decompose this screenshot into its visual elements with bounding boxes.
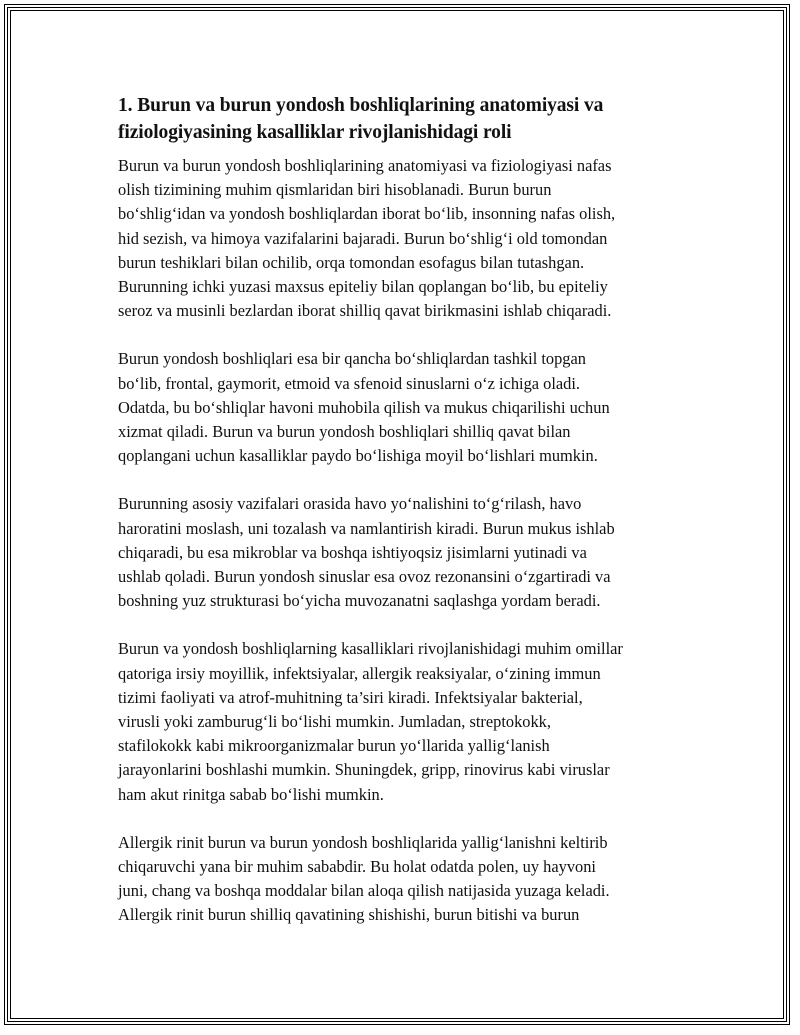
paragraph-3: Burunning asosiy vazifalari orasida havo yo‘nalishini to‘g‘rilash, havo haroratini moslash, uni tozalash va namlantirish kiradi. Burun mukus ishlab chiqaradi, bu esa mikroblar va boshqa ishtiyoqsiz jisimlarni yutinadi va ushlab qoladi. Burun yondosh sinuslar esa ovoz rezonansini o‘zgartiradi va boshning yuz strukturasi bo‘yicha muvozanatni saqlashga yordam beradi. [118, 494, 615, 611]
paragraph-4: Burun va yondosh boshliqlarning kasalliklari rivojlanishidagi muhim omillar qatoriga irsiy moyillik, infektsiyalar, allergik reaksiyalar, o‘zining immun tizimi faoliyati va atrof-muhitning ta’siri kiradi. Infektsiyalar bakterial, virusli yoki zamburug‘li bo‘lishi mumkin. Jumladan, streptokokk, stafilokokk kabi mikroorganizmalar burun yo‘llarida yallig‘lanish jarayonlarini boshlashi mumkin. Shuningdek, gripp, rinovirus kabi viruslar ham akut rinitga sabab bo‘lishi mumkin. [118, 639, 623, 804]
document-body [118, 92, 688, 952]
section-heading: 1. Burun va burun yondosh boshliqlarining anatomiyasi va fiziologiyasining kasalliklar rivojlanishidagi roli [118, 95, 604, 143]
paragraph-5: Allergik rinit burun va burun yondosh boshliqlarida yallig‘lanishni keltirib chiqaruvchi yana bir muhim sababdir. Bu holat odatda polen, uy hayvoni juni, chang va boshqa moddalar bilan aloqa qilish natijasida yuzaga keladi. Allergik rinit burun shilliq qavatining shishishi, burun bitishi va burun [118, 832, 610, 925]
paragraph-1: Burun va burun yondosh boshliqlarining anatomiyasi va fiziologiyasi nafas olish tizimining muhim qismlaridan biri hisoblanadi. Burun burun bo‘shlig‘idan va yondosh boshliqlardan iborat bo‘lib, insonning nafas olish, hid sezish, va himoya vazifalarini bajaradi. Burun bo‘shlig‘i old tomondan burun teshiklari bilan ochilib, orqa tomondan esofagus bilan tutashgan. Burunning ichki yuzasi maxsus epiteliy bilan qoplangan bo‘lib, bu epiteliy seroz va musinli bezlardan iborat shilliq qavat birikmasini ishlab chiqaradi. [118, 156, 616, 321]
paragraph-2: Burun yondosh boshliqlari esa bir qancha bo‘shliqlardan tashkil topgan bo‘lib, frontal, gaymorit, etmoid va sfenoid sinuslarni o‘z ichiga oladi. Odatda, bu bo‘shliqlar havoni muhobila qilish va mukus chiqarilishi uchun xizmat qiladi. Burun va burun yondosh boshliqlari shilliq qavat bilan qoplangani uchun kasalliklar paydo bo‘lishiga moyil bo‘lishlari mumkin. [118, 349, 610, 466]
